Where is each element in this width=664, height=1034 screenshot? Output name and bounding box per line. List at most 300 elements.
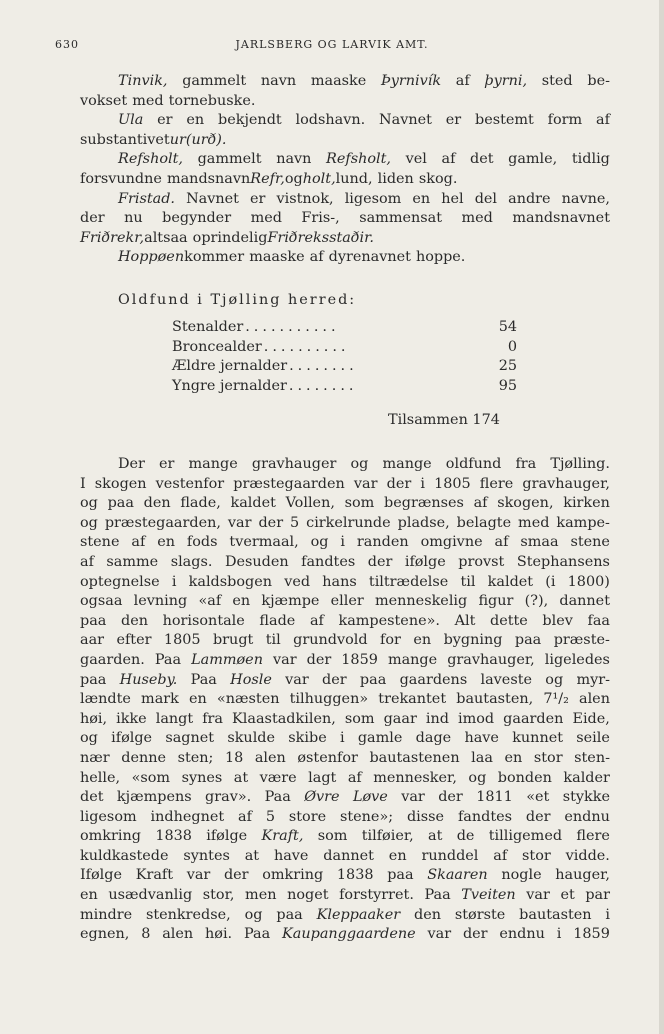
- word: en: [504, 749, 523, 766]
- word: ligeledes: [544, 651, 610, 668]
- word: gamle,: [508, 151, 558, 168]
- word: forsvundne: [80, 170, 162, 187]
- word: og: [350, 456, 369, 472]
- text-line: [80, 150, 610, 170]
- word: nær: [80, 749, 110, 766]
- word: stor: [522, 847, 551, 864]
- word: fandtes: [301, 553, 356, 570]
- word: høi.: [205, 926, 233, 943]
- word: tilligemed: [488, 828, 563, 845]
- italic-word: Hoppøen: [118, 249, 185, 266]
- italic-word: Friðreksstaðir.: [267, 229, 374, 246]
- finds-table: [172, 318, 517, 396]
- word: 5: [265, 808, 275, 825]
- word: 7¹/₂: [543, 691, 569, 708]
- word: paa: [107, 495, 134, 512]
- word: navn: [260, 73, 297, 89]
- word: en: [157, 534, 175, 551]
- text-line: [80, 710, 610, 730]
- word: kalder: [563, 769, 610, 786]
- word: lund,: [335, 170, 373, 187]
- word: kampestene».: [338, 612, 440, 629]
- word: usædvanlig: [108, 887, 193, 904]
- italic-word: ur: [169, 131, 186, 148]
- word: Ifølge: [80, 867, 123, 884]
- word: store: [288, 808, 327, 825]
- word: hans: [322, 573, 357, 590]
- word: der: [258, 514, 284, 531]
- word: er: [159, 456, 175, 472]
- word: vidde.: [565, 847, 610, 864]
- word: stykke: [562, 789, 610, 806]
- word: i: [340, 534, 346, 551]
- word: gravhauger: [251, 456, 337, 472]
- word: sagnet: [165, 730, 215, 747]
- text-line: [80, 769, 610, 789]
- text-line: [80, 886, 610, 906]
- word: ifølge: [111, 730, 153, 747]
- text-line: [80, 455, 610, 475]
- word: altsaa: [144, 229, 188, 246]
- word: disse: [406, 808, 445, 825]
- word: var: [353, 475, 378, 492]
- word: at: [233, 769, 249, 786]
- word: slags.: [170, 553, 213, 570]
- italic-word: Kaupanggaardene: [282, 926, 416, 943]
- word: 5: [290, 514, 300, 531]
- word: «næsten: [216, 691, 280, 708]
- word: 1800): [567, 573, 610, 590]
- word: flere: [576, 828, 610, 845]
- word: var: [401, 789, 425, 806]
- word: og: [244, 906, 263, 923]
- word: helle,: [80, 769, 121, 786]
- word: kjæmpens: [116, 789, 192, 806]
- italic-word: Kraft,: [261, 828, 304, 845]
- word: var: [227, 514, 252, 531]
- word: grav».: [205, 789, 252, 806]
- finds-count: 25: [498, 358, 517, 375]
- page-edge: [659, 0, 664, 1034]
- word: oldfund: [445, 456, 502, 472]
- word: til: [460, 573, 476, 590]
- word: 18: [224, 749, 244, 766]
- text-line: [80, 690, 610, 710]
- word: aar: [80, 632, 105, 649]
- word: for: [380, 632, 401, 649]
- word: var: [186, 867, 211, 884]
- word: substantivet: [80, 131, 170, 148]
- word: navne,: [561, 190, 610, 207]
- word: af: [455, 73, 470, 89]
- word: menneskelig: [374, 593, 468, 610]
- word: skulde: [227, 730, 276, 747]
- word: største: [454, 906, 506, 923]
- word: 1805: [163, 632, 201, 649]
- word: fods: [186, 534, 218, 551]
- word: der: [438, 789, 463, 806]
- word: bautastenen: [369, 749, 460, 766]
- word: nu: [124, 210, 143, 227]
- word: 1805: [434, 475, 471, 492]
- word: stor: [533, 749, 563, 766]
- text-line: [80, 190, 610, 210]
- word: sammensat: [359, 210, 442, 227]
- word: faa: [587, 612, 610, 629]
- word: flere: [479, 475, 514, 492]
- word: kuldkastede: [80, 847, 169, 864]
- word: mange: [387, 651, 438, 668]
- word: dannet: [559, 593, 610, 610]
- word: sten-: [574, 749, 610, 766]
- word: lændte: [80, 691, 131, 708]
- word: flade: [259, 612, 296, 629]
- word: egnen,: [80, 926, 130, 943]
- word: nogle: [501, 867, 542, 884]
- word: paa: [359, 671, 387, 688]
- word: endnu: [564, 808, 610, 825]
- word: liden: [377, 170, 414, 187]
- word: kaldet: [487, 573, 534, 590]
- word: Paa: [243, 926, 271, 943]
- word: der: [223, 867, 249, 884]
- word: og: [545, 671, 564, 688]
- word: den: [120, 612, 148, 629]
- word: skibe: [288, 730, 327, 747]
- word: Vollen,: [285, 495, 335, 512]
- word: maaske: [249, 249, 305, 266]
- word: gaardens: [399, 671, 468, 688]
- word: Kraft: [135, 867, 174, 884]
- word: der: [525, 808, 551, 825]
- word: alen: [254, 749, 286, 766]
- italic-word: Løve: [352, 789, 388, 806]
- word: flade,: [180, 495, 221, 512]
- word: 1838: [336, 867, 374, 884]
- word: synes: [181, 769, 223, 786]
- word: (i: [545, 573, 556, 590]
- word: vistnok,: [276, 190, 334, 207]
- text-line: [80, 729, 610, 749]
- text-line: [80, 788, 610, 808]
- word: kirken: [563, 495, 610, 512]
- italic-word: Refsholt,: [326, 151, 392, 168]
- word: en: [80, 887, 98, 904]
- word: kaldsbogen: [188, 573, 273, 590]
- word: gravhauger,: [522, 475, 610, 492]
- word: eller: [330, 593, 364, 610]
- word: endnu: [499, 926, 545, 943]
- word: være: [259, 769, 297, 786]
- word: «som: [131, 769, 171, 786]
- word: af: [80, 553, 94, 570]
- leader-dots: ..........: [263, 338, 350, 355]
- text-line: [80, 248, 610, 268]
- text-line: [80, 111, 610, 131]
- italic-word: Fristad.: [118, 190, 176, 207]
- word: gravhauger,: [447, 651, 535, 668]
- word: efter: [116, 632, 152, 649]
- italic-word: Refr,: [250, 170, 285, 187]
- text-line: [80, 631, 610, 651]
- word: tiltrædelse: [368, 573, 449, 590]
- finds-total: Tilsammen 174: [388, 412, 500, 428]
- word: mark: [141, 691, 179, 708]
- word: tidlig: [571, 151, 610, 168]
- finds-row: [172, 338, 517, 358]
- word: ligesom: [80, 808, 137, 825]
- place-name-entries: [80, 72, 610, 268]
- word: stor,: [202, 887, 235, 904]
- word: begrænses: [384, 495, 464, 512]
- word: der: [306, 651, 332, 668]
- word: vel: [405, 151, 427, 168]
- word: Klaastadkilen,: [232, 710, 336, 727]
- word: en: [413, 632, 432, 649]
- text-line: [80, 808, 610, 828]
- word: maaske: [310, 73, 367, 89]
- word: af: [347, 769, 362, 786]
- word: ved: [284, 573, 311, 590]
- word: er: [445, 112, 462, 129]
- finds-count: 95: [498, 377, 517, 394]
- word: gaarden: [503, 710, 564, 727]
- italic-word: Skaaren: [427, 867, 488, 884]
- italic-word: Huseby.: [119, 671, 178, 688]
- word: optegnelse: [80, 573, 160, 590]
- word: Stephansens: [516, 553, 610, 570]
- word: der: [322, 671, 347, 688]
- word: bekjendt: [218, 112, 282, 129]
- word: grundvold: [293, 632, 368, 649]
- text-line: [80, 651, 610, 671]
- word: kunnet: [512, 730, 564, 747]
- word: oprindelig: [192, 229, 268, 246]
- word: en: [186, 112, 205, 129]
- text-line: [80, 170, 610, 190]
- italic-word: Kleppaaker: [316, 906, 401, 923]
- word: begynder: [162, 210, 232, 227]
- word: er: [157, 112, 173, 129]
- text-line: [80, 827, 610, 847]
- word: og: [80, 730, 98, 747]
- word: brugt: [212, 632, 254, 649]
- finds-heading: Oldfund i Tjølling herred:: [118, 292, 357, 308]
- word: Paa: [154, 651, 182, 668]
- word: tilføier,: [361, 828, 414, 845]
- word: en: [412, 190, 431, 207]
- word: i: [339, 730, 345, 747]
- word: en: [388, 847, 407, 864]
- word: tornebuske.: [168, 92, 256, 109]
- word: Paa: [264, 789, 291, 806]
- italic-word: Tveiten: [461, 887, 516, 904]
- word: kampe-: [556, 514, 610, 531]
- word: bestemt: [474, 112, 534, 129]
- word: randen: [356, 534, 409, 551]
- word: stenkredse,: [145, 906, 231, 923]
- word: skogen,: [497, 495, 554, 512]
- word: i: [171, 573, 177, 590]
- word: navn: [276, 151, 312, 168]
- word: «et: [526, 789, 550, 806]
- finds-row: [172, 377, 517, 397]
- text-line: [80, 592, 610, 612]
- word: præstegaarden: [233, 475, 345, 492]
- word: og: [80, 514, 98, 531]
- word: noget: [287, 887, 329, 904]
- word: præste-: [553, 632, 610, 649]
- word: alen: [162, 926, 194, 943]
- finds-count: 0: [507, 338, 517, 355]
- word: Eide,: [572, 710, 610, 727]
- word: vokset: [80, 92, 128, 109]
- text-line: [80, 494, 610, 514]
- word: en: [232, 593, 251, 610]
- word: der: [386, 475, 412, 492]
- page-number: 630: [55, 38, 79, 51]
- word: der: [367, 553, 393, 570]
- word: laveste: [480, 671, 533, 688]
- text-line: [80, 925, 610, 945]
- word: trekantet: [378, 691, 447, 708]
- text-line: [80, 475, 610, 495]
- word: var: [273, 651, 297, 668]
- italic-word: Øvre: [304, 789, 340, 806]
- word: mange: [382, 456, 432, 472]
- italic-word: Friðrekr,: [80, 229, 145, 246]
- word: have: [464, 730, 499, 747]
- word: levning: [133, 593, 188, 610]
- word: der: [80, 210, 105, 227]
- word: af: [309, 249, 324, 266]
- word: 1859: [573, 926, 610, 943]
- word: mandsnavn: [166, 170, 251, 187]
- word: langt: [155, 710, 194, 727]
- word: af: [493, 847, 508, 864]
- word: af: [238, 808, 252, 825]
- word: I: [80, 475, 86, 492]
- word: omkring: [262, 867, 324, 884]
- word: er: [250, 190, 266, 207]
- word: par: [585, 887, 610, 904]
- word: stene: [80, 534, 120, 551]
- word: andre: [508, 190, 551, 207]
- word: runddel: [421, 847, 479, 864]
- word: var: [526, 887, 550, 904]
- word: paa: [80, 671, 107, 688]
- word: (?),: [524, 593, 549, 610]
- word: og: [310, 534, 329, 551]
- text-line: [80, 92, 610, 112]
- word: syntes: [183, 847, 230, 864]
- italic-word: þyrni,: [484, 73, 528, 89]
- word: skog.: [418, 170, 458, 187]
- word: paa: [387, 867, 414, 884]
- word: af: [494, 534, 509, 551]
- word: sted: [541, 73, 573, 89]
- word: dyrenavnet: [328, 249, 411, 266]
- word: og: [468, 769, 487, 786]
- text-line: [80, 533, 610, 553]
- italic-word: Lammøen: [191, 651, 263, 668]
- italic-word: holt,: [302, 170, 336, 187]
- finds-label: Broncealder: [172, 338, 262, 355]
- word: Desuden: [224, 553, 289, 570]
- word: mandsnavnet: [512, 210, 610, 227]
- word: fra: [515, 456, 537, 472]
- word: den: [414, 906, 442, 923]
- word: 8: [141, 926, 151, 943]
- word: som: [344, 495, 375, 512]
- word: med: [250, 210, 282, 227]
- word: be-: [587, 73, 610, 89]
- word: fandtes: [457, 808, 513, 825]
- word: i: [556, 926, 562, 943]
- word: Navnet: [186, 190, 239, 207]
- word: af: [441, 151, 456, 168]
- word: hel: [441, 190, 464, 207]
- finds-label: Ældre jernalder: [172, 358, 288, 375]
- word: var: [427, 926, 452, 943]
- word: Paa: [190, 671, 217, 688]
- word: pladse,: [397, 514, 450, 531]
- word: i: [605, 906, 610, 923]
- word: bautasten,: [456, 691, 534, 708]
- finds-row: [172, 318, 517, 338]
- finds-label: Yngre jernalder: [172, 377, 287, 394]
- word: 1859: [341, 651, 378, 668]
- word: ogsaa: [80, 593, 123, 610]
- word: paa: [514, 632, 542, 649]
- text-line: [80, 514, 610, 534]
- word: med: [132, 92, 164, 109]
- word: stene: [570, 534, 610, 551]
- word: form: [547, 112, 583, 129]
- word: bautasten: [519, 906, 592, 923]
- word: som: [317, 828, 348, 845]
- header-title: JARLSBERG OG LARVIK AMT.: [235, 38, 429, 51]
- word: imod: [458, 710, 495, 727]
- finds-count: 54: [498, 319, 517, 335]
- word: der: [462, 926, 488, 943]
- word: en: [189, 691, 207, 708]
- word: og: [284, 170, 303, 187]
- text-line: [80, 573, 610, 593]
- italic-word: Tinvik,: [118, 73, 168, 89]
- word: provst: [458, 553, 505, 570]
- word: Fris-,: [301, 210, 340, 227]
- body-paragraph: [80, 455, 610, 945]
- word: kjæmpe: [261, 593, 320, 610]
- word: laa: [471, 749, 493, 766]
- word: vestenfor: [155, 475, 225, 492]
- word: kommer: [184, 249, 245, 266]
- word: fra: [202, 710, 224, 727]
- running-header: [0, 38, 664, 54]
- text-line: [80, 847, 610, 867]
- word: gammelt: [197, 151, 262, 168]
- italic-word: (urð).: [185, 131, 227, 148]
- word: alen: [579, 691, 610, 708]
- text-line: [80, 72, 610, 92]
- word: dannet: [323, 847, 374, 864]
- finds-row: [172, 357, 517, 377]
- word: gaar: [383, 710, 417, 727]
- word: 1811: [476, 789, 513, 806]
- word: Navnet: [379, 112, 432, 129]
- word: ikke: [116, 710, 147, 727]
